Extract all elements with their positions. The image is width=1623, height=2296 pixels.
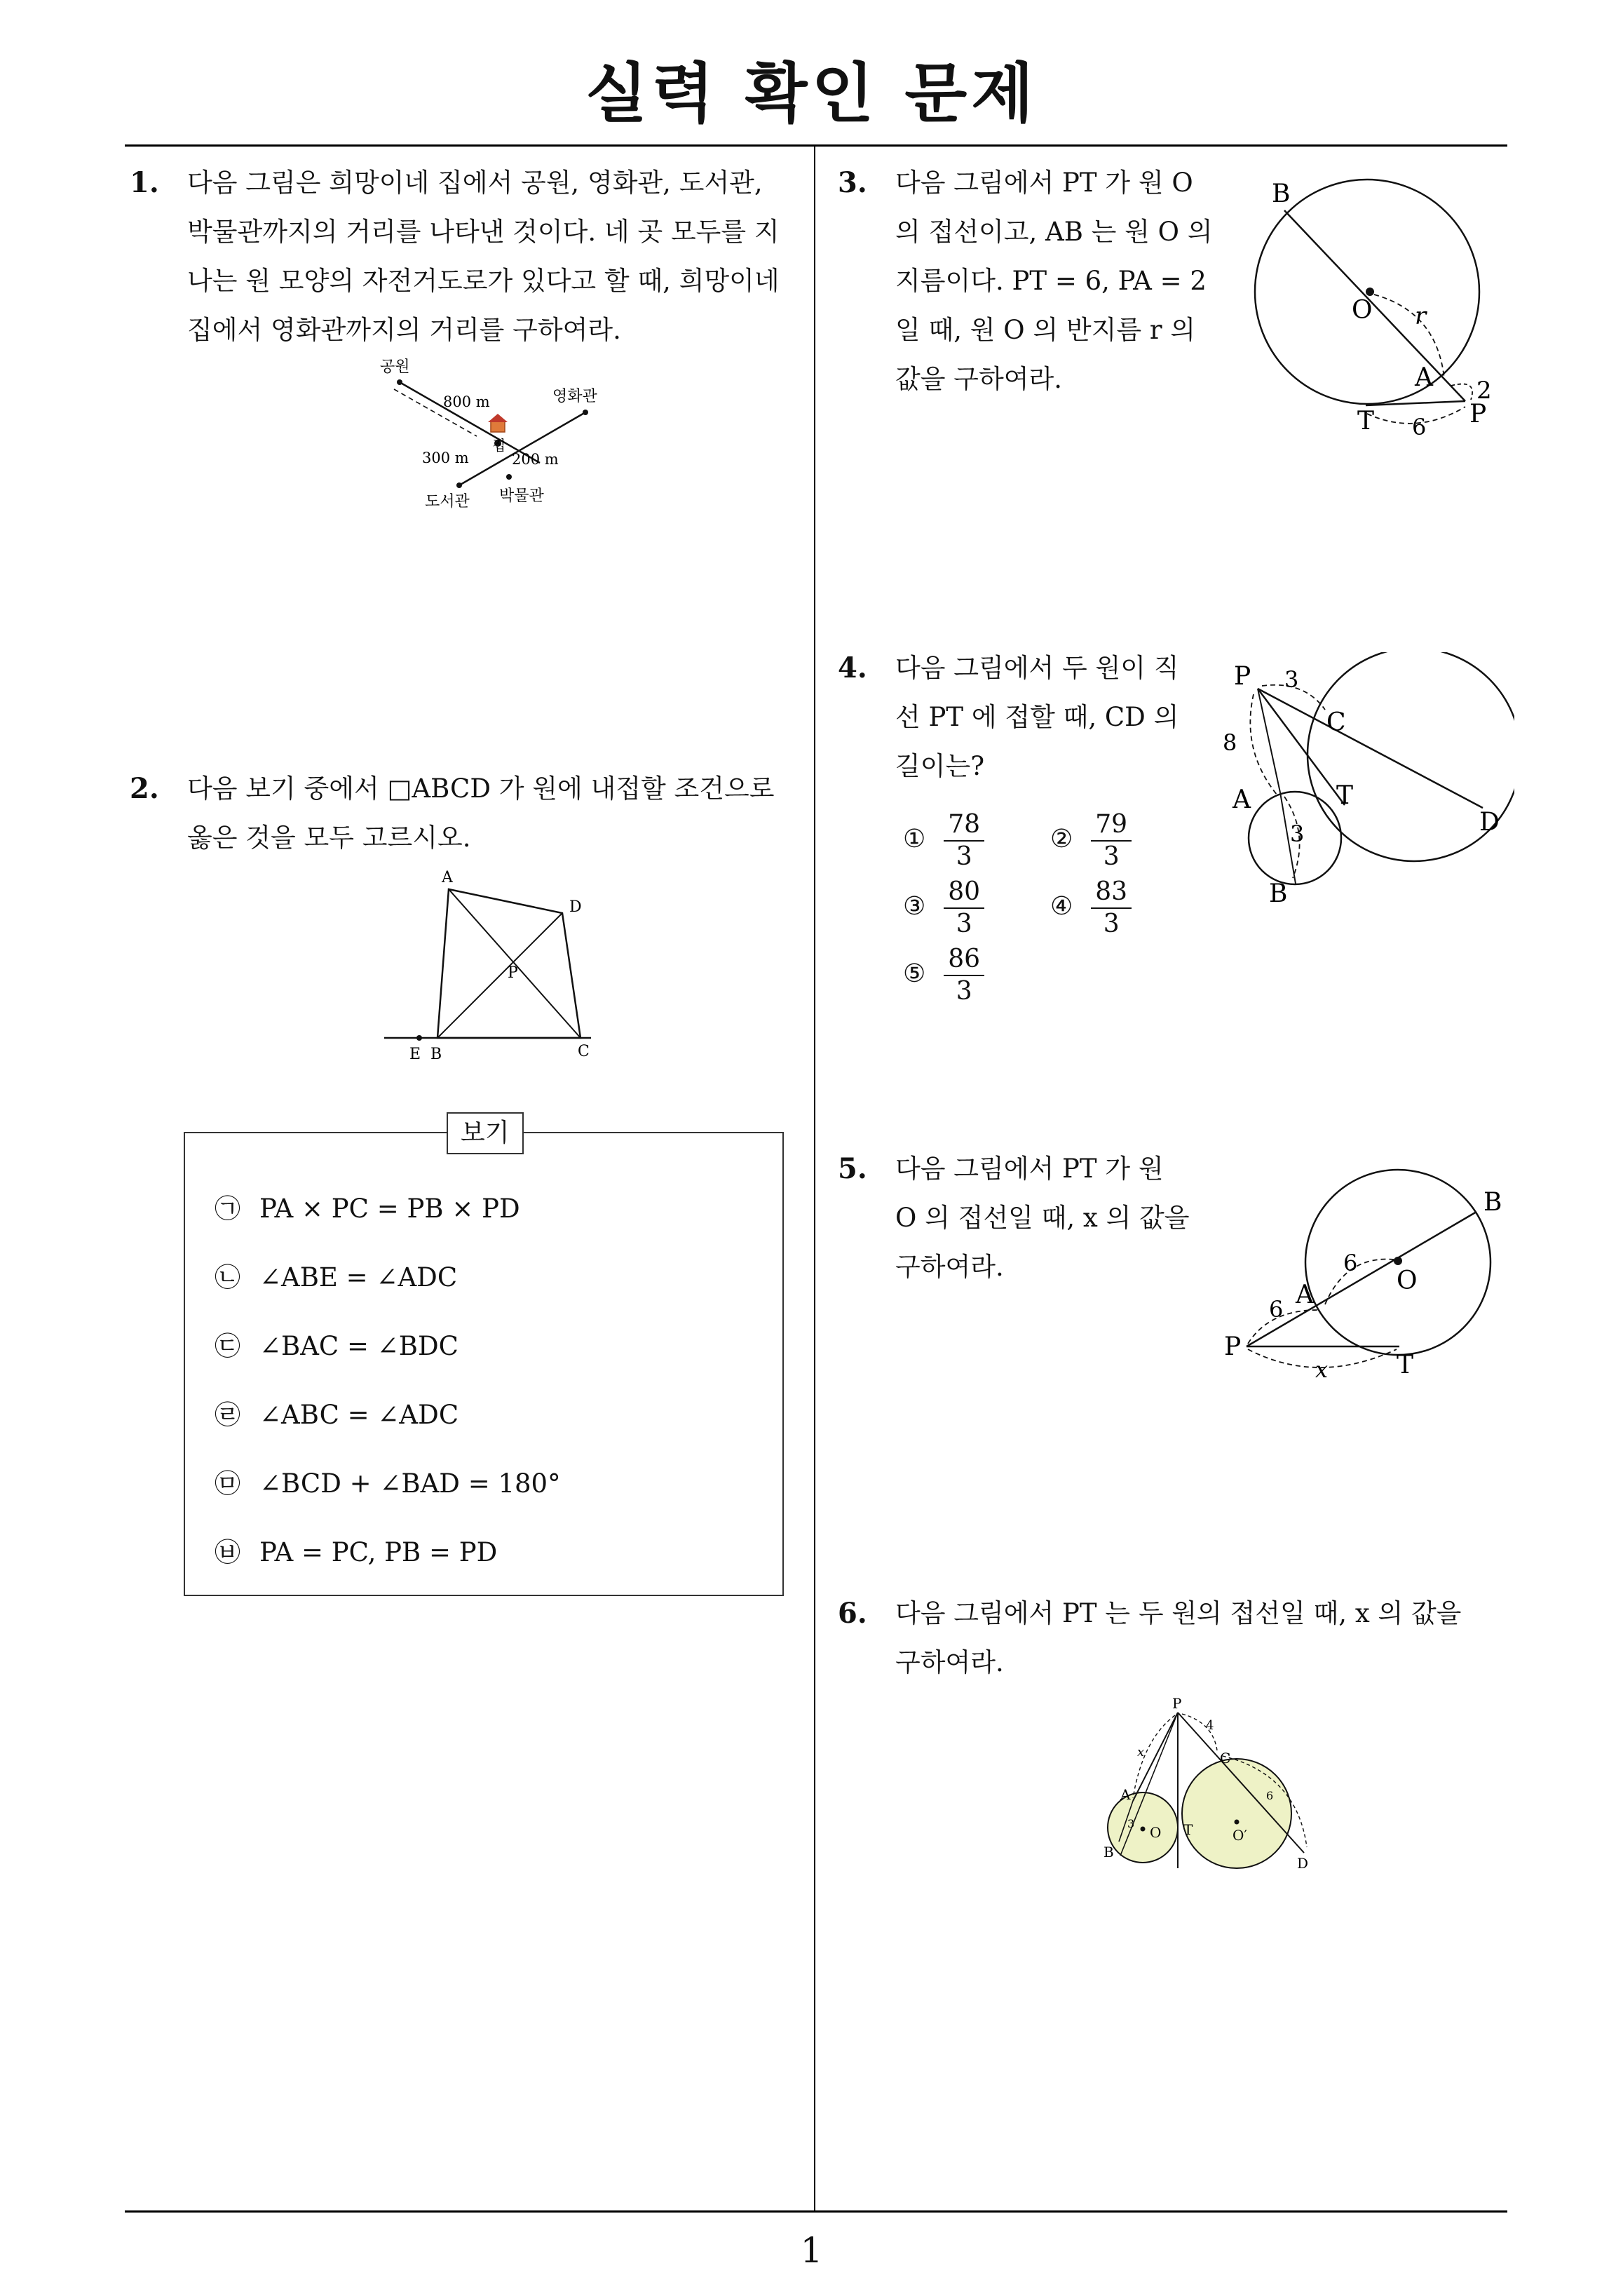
page-number: 1: [800, 2230, 823, 2271]
label-A: A: [1415, 363, 1433, 392]
label-x: x: [1315, 1356, 1329, 1382]
bogi-item-mark: ㉣: [215, 1400, 240, 1430]
label-home: 집: [492, 437, 506, 454]
bogi-item-text: ∠BAC = ∠BDC: [259, 1331, 459, 1361]
choice-mark: ①: [903, 825, 926, 853]
label-A: A: [1120, 1786, 1131, 1803]
question-number: 5.: [838, 1152, 867, 1185]
label-A: A: [1296, 1281, 1314, 1309]
choice-denominator: 3: [956, 977, 972, 1006]
question-number: 6.: [838, 1597, 867, 1630]
choice-mark: ②: [1050, 825, 1073, 853]
bogi-item-text: ∠BCD + ∠BAD = 180°: [259, 1468, 561, 1499]
question-line: 다음 그림은 희망이네 집에서 공원, 영화관, 도서관,: [187, 168, 763, 198]
label-6-outer: 6: [1269, 1296, 1284, 1323]
label-3: 3: [1127, 1817, 1135, 1830]
question-line: 지름이다. PT = 6, PA = 2: [895, 266, 1207, 296]
question-line: 다음 그림에서 PT 가 원 O: [895, 168, 1193, 198]
question-4: [838, 644, 1230, 791]
column-divider: [814, 146, 815, 2212]
bogi-item-mark: ㉥: [215, 1537, 240, 1567]
choice-denominator: 3: [1103, 842, 1120, 871]
bogi-item: [215, 1394, 459, 1436]
bottom-rule: [125, 2210, 1507, 2213]
label-300m: 300 m: [422, 450, 469, 466]
label-P: P: [1224, 1332, 1242, 1361]
choice-1[interactable]: [903, 809, 984, 872]
question-line: O 의 접선일 때, x 의 값을: [895, 1203, 1190, 1233]
label-C: C: [1220, 1750, 1231, 1767]
question-line: 박물관까지의 거리를 나타낸 것이다. 네 곳 모두를 지: [187, 217, 780, 247]
label-P: P: [1234, 662, 1251, 691]
question-number: 4.: [838, 651, 867, 684]
label-B: B: [1269, 879, 1288, 908]
label-200m: 200 m: [512, 451, 559, 468]
question-line: 길이는?: [895, 751, 985, 781]
choice-mark: ③: [903, 892, 926, 921]
bogi-item: [215, 1463, 561, 1505]
question-line: 다음 그림에서 PT 가 원: [895, 1154, 1164, 1184]
question-6: [838, 1589, 1511, 1687]
choice-2[interactable]: [1050, 809, 1132, 872]
question-1: [130, 158, 803, 355]
label-T: T: [1183, 1821, 1193, 1838]
label-A: A: [1232, 785, 1251, 814]
choice-mark: ⑤: [903, 959, 926, 988]
label-B: B: [1272, 180, 1291, 208]
choice-numerator: 86: [944, 944, 984, 976]
bogi-item-mark: ㉢: [215, 1331, 240, 1361]
label-O: O: [1150, 1824, 1162, 1841]
question-line: 다음 보기 중에서 □ABCD 가 원에 내접할 조건으로: [187, 774, 775, 804]
question-3: [838, 158, 1230, 404]
figure-6-circles: [1094, 1697, 1332, 1886]
label-P: P: [508, 964, 518, 982]
question-line: 선 PT 에 접할 때, CD 의: [895, 702, 1179, 732]
question-line: 옳은 것을 모두 고르시오.: [187, 823, 471, 853]
top-rule: [125, 144, 1507, 147]
choice-4[interactable]: [1050, 877, 1132, 940]
question-5: [838, 1144, 1230, 1292]
question-line: 다음 그림에서 두 원이 직: [895, 653, 1179, 683]
label-D: D: [1479, 808, 1500, 837]
choice-denominator: 3: [1103, 910, 1120, 938]
figure-2-quadrilateral: [384, 868, 616, 1065]
label-T: T: [1357, 407, 1375, 435]
choice-mark: ④: [1050, 892, 1073, 921]
label-park: 공원: [380, 358, 410, 376]
bogi-item-mark: ㉡: [215, 1262, 240, 1292]
bogi-label: 보기: [447, 1112, 524, 1154]
question-number: 3.: [838, 166, 867, 199]
question-2: [130, 764, 803, 863]
label-O: O: [1352, 296, 1373, 325]
question-number: 1.: [130, 166, 159, 199]
label-library: 도서관: [425, 493, 470, 511]
bogi-item: [215, 1188, 520, 1230]
label-4: 4: [1206, 1718, 1214, 1733]
choice-denominator: 3: [956, 842, 972, 871]
bogi-item-text: PA × PC = PB × PD: [259, 1194, 520, 1224]
label-O-prime: O′: [1232, 1827, 1247, 1844]
page-title: 실력 확인 문제: [585, 56, 1038, 131]
choice-5[interactable]: [903, 944, 984, 1007]
choice-numerator: 79: [1091, 809, 1132, 842]
bogi-item-text: PA = PC, PB = PD: [259, 1537, 498, 1567]
label-2: 2: [1476, 377, 1492, 405]
label-8: 8: [1223, 729, 1237, 756]
label-P: P: [1469, 400, 1487, 428]
label-6: 6: [1266, 1789, 1274, 1802]
bogi-item-text: ∠ABC = ∠ADC: [259, 1400, 459, 1430]
question-line: 다음 그림에서 PT 는 두 원의 접선일 때, x 의 값을: [895, 1598, 1462, 1628]
question-number: 2.: [130, 772, 159, 805]
question-line: 나는 원 모양의 자전거도로가 있다고 할 때, 희망이네: [187, 266, 780, 296]
label-800m: 800 m: [443, 393, 490, 410]
label-P: P: [1172, 1697, 1182, 1712]
label-3-inner: 3: [1290, 821, 1305, 847]
label-x: x: [1137, 1745, 1145, 1760]
bogi-item-mark: ㉤: [215, 1468, 240, 1499]
figure-5-circle: [1213, 1150, 1507, 1382]
label-T: T: [1336, 781, 1354, 810]
choice-numerator: 83: [1091, 877, 1132, 909]
label-r: r: [1415, 302, 1427, 330]
choice-numerator: 80: [944, 877, 984, 909]
bogi-item: [215, 1325, 459, 1368]
label-B: B: [1483, 1188, 1502, 1217]
label-museum: 박물관: [499, 487, 544, 505]
bogi-item-text: ∠ABE = ∠ADC: [259, 1262, 458, 1292]
figure-3-circle: [1234, 168, 1514, 449]
label-A: A: [442, 869, 453, 886]
label-O: O: [1397, 1267, 1418, 1295]
bogi-item-mark: ㉠: [215, 1194, 240, 1224]
label-cinema: 영화관: [552, 388, 597, 405]
label-B: B: [430, 1046, 442, 1063]
question-line: 일 때, 원 O 의 반지름 r 의: [895, 315, 1196, 345]
bogi-item: [215, 1257, 457, 1299]
label-C: C: [1326, 708, 1346, 737]
label-C: C: [578, 1043, 590, 1060]
label-6-inner: 6: [1343, 1250, 1358, 1276]
bogi-item: [215, 1532, 497, 1574]
question-line: 집에서 영화관까지의 거리를 구하여라.: [187, 315, 621, 345]
choice-denominator: 3: [956, 910, 972, 938]
choice-numerator: 78: [944, 809, 984, 842]
label-E: E: [409, 1046, 421, 1063]
question-line: 구하여라.: [895, 1252, 1004, 1282]
label-T: T: [1397, 1351, 1414, 1379]
label-6: 6: [1412, 414, 1427, 440]
label-3-top: 3: [1284, 666, 1299, 693]
question-line: 값을 구하여라.: [895, 364, 1062, 394]
choice-3[interactable]: [903, 877, 984, 940]
label-D: D: [1297, 1855, 1309, 1872]
figure-1-map: [379, 351, 631, 519]
label-D: D: [569, 898, 582, 916]
label-B: B: [1103, 1844, 1114, 1861]
question-line: 구하여라.: [895, 1647, 1004, 1677]
figure-4-circles: [1220, 652, 1514, 919]
question-line: 의 접선이고, AB 는 원 O 의: [895, 217, 1213, 247]
